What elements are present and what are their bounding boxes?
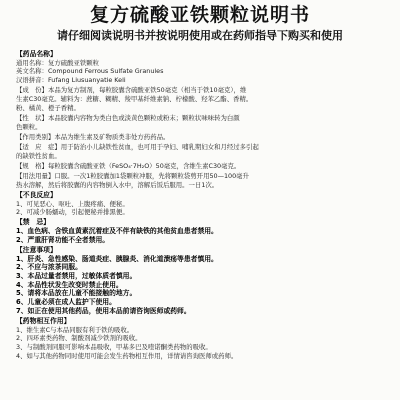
body-text-line: 6、儿童必须在成人监护下使用。 bbox=[16, 298, 116, 307]
section-heading-line: 【作用类别】本品为维生素及矿物质类非处方药药品。 bbox=[16, 132, 170, 141]
body-text-line: 7、如正在使用其他药品，使用本品前请咨询医师或药师。 bbox=[16, 306, 191, 315]
section-heading-line: 【成 份】本品为复方制剂，每粒胶囊含硫酸亚铁50毫克（相当于铁10毫克），维 bbox=[16, 86, 247, 95]
section-heading-line: 【药品名称】 bbox=[16, 50, 57, 58]
section-heading-line: 【用法用量】口服。一次1粒胶囊加1袋颗粒冲服，先将颗粒袋剪开用50—100毫升 bbox=[16, 171, 249, 180]
body-text-line: 热水溶解，然后将胶囊的内容物倒入水中，溶解后饭后服用。一日1次。 bbox=[16, 180, 219, 189]
body-text-line: 1、血色病、含铁血黄素沉着症及不伴有缺铁的其他贫血患者禁用。 bbox=[16, 227, 218, 236]
body-text-line: 3、与制酸剂同服可影响本品吸收，甲基多巴及喹诺酮类药物的吸收。 bbox=[16, 343, 212, 351]
section-heading-line: 【不良反应】 bbox=[16, 190, 57, 199]
body-text-line: 色颗粒。 bbox=[16, 122, 42, 131]
document-subtitle: 请仔细阅读说明书并按说明使用或在药师指导下购买和使用 bbox=[57, 29, 343, 42]
section-heading-line: 【性 状】本品胶囊内容物为类白色或淡黄色颗粒或粉末；颗粒状味味转为白颜 bbox=[16, 113, 240, 122]
body-text-line: 汉语拼音：Fufang Liusuanyatie Keli bbox=[16, 76, 126, 85]
body-text-line: 的缺铁性贫血。 bbox=[16, 151, 61, 160]
body-text-line: 5、请将本品放在儿童不能接触的地方。 bbox=[16, 289, 137, 298]
body-text-line: 2、不应与浓茶同服。 bbox=[16, 263, 82, 272]
body-text-line: 4、本品性状发生改变时禁止使用。 bbox=[16, 280, 123, 289]
body-text-line: 2、可减少肠蠕动，引起便秘并排黑便。 bbox=[16, 208, 129, 217]
section-heading-line: 【药物相互作用】 bbox=[16, 316, 71, 325]
body-text-line: 通用名称：复方硫酸亚铁颗粒 bbox=[16, 58, 100, 67]
section-heading-line: 【规 格】每粒胶囊含硫酸亚铁（FeSO₄·7H₂O）50毫克，含维生素C30毫克。 bbox=[16, 161, 241, 170]
section-heading-line: 【适 应 症】用于防治小儿缺铁性贫血，也可用于孕妇、哺乳期妇女和月经过多引起 bbox=[16, 142, 259, 151]
section-heading-line: 【注意事项】 bbox=[16, 245, 57, 254]
body-text-line: 4、如与其他药物同时使用可能会发生药物相互作用，详情请咨询医师或药师。 bbox=[16, 351, 238, 360]
section-heading-line: 【禁 忌】 bbox=[16, 218, 50, 227]
body-text-line: 生素C30毫克。辅料为：蔗糖、糊精、羧甲基纤维素钠、柠檬酸、羟苯乙酯、香精。 bbox=[16, 94, 253, 103]
body-text-line: 2、严重肝肾功能不全者禁用。 bbox=[16, 235, 110, 244]
document-body bbox=[16, 50, 388, 360]
body-text-line: 3、本品过量者禁用，过敏体质者慎用。 bbox=[16, 272, 137, 280]
body-text-line: 1、可见恶心、呕吐、上腹疼痛、便秘。 bbox=[16, 199, 129, 208]
body-text-line: 英文名称：Compound Ferrous Sulfate Granules bbox=[16, 67, 164, 76]
body-text-line: 1、维生素C与本品同服有利于铁的吸收。 bbox=[16, 325, 134, 334]
body-text-line: 粉、橘黄、橙子香精。 bbox=[16, 103, 80, 112]
body-text-line: 1、肝炎、急性感染、肠道炎症、胰腺炎、消化道溃疡等患者慎用。 bbox=[16, 254, 218, 263]
document-title: 复方硫酸亚铁颗粒说明书 bbox=[89, 4, 310, 26]
body-text-line: 2、四环素类药物、制酸剂减少铁剂的吸收。 bbox=[16, 334, 142, 343]
